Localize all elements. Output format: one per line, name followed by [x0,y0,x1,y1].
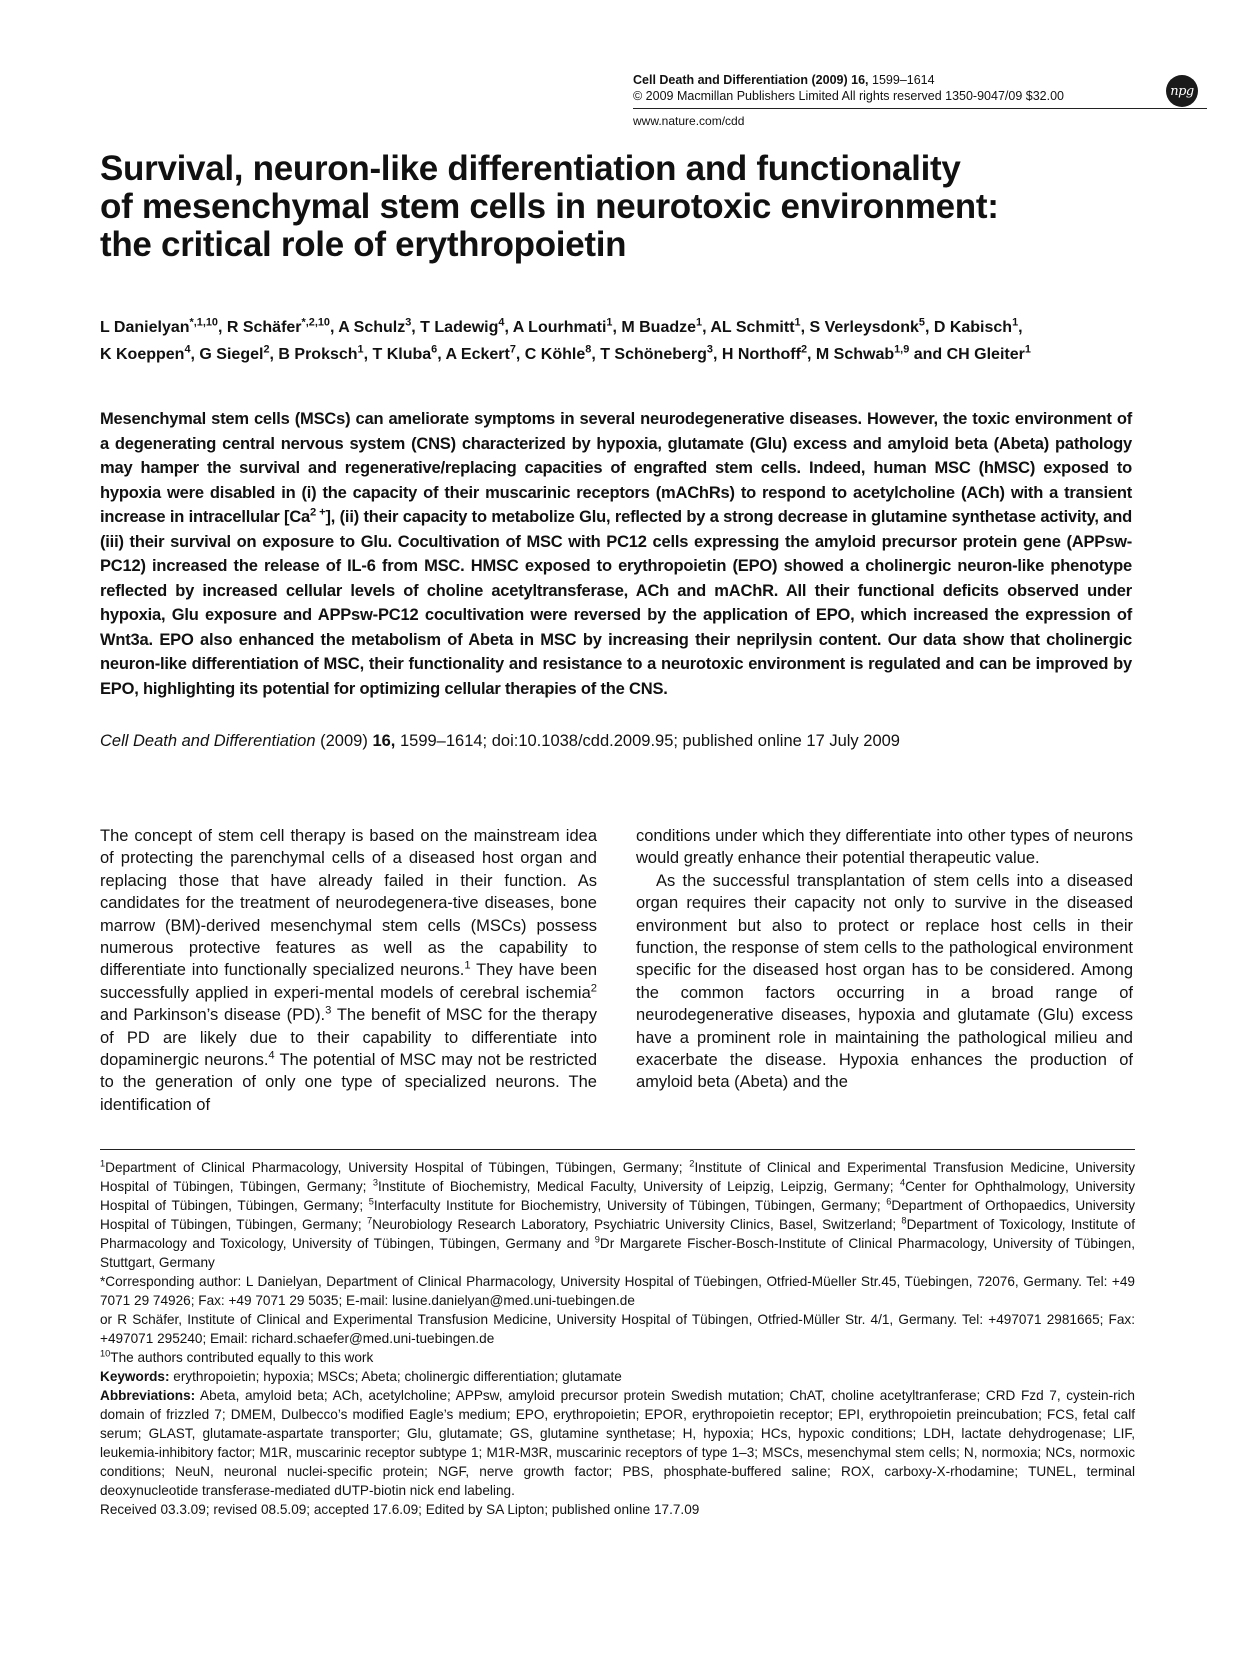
author-name: A Eckert [445,346,510,363]
keywords-text: erythropoietin; hypoxia; MSCs; Abeta; cholinergic differentiation; glutamate [169,1369,622,1384]
author-affiliation-sup: *,1,10 [189,316,218,329]
received-dates: Received 03.3.09; revised 08.5.09; accepted 17.6.09; Edited by SA Lipton; published online 17.7.09 [100,1502,700,1517]
citation-rest: 1599–1614; doi:10.1038/cdd.2009.95; published online 17 July 2009 [399,732,900,750]
author [512,316,613,336]
reference-3[interactable]: 3 [325,1004,332,1017]
affiliation-text: Interfaculty Institute for Biochemistry, University of Tübingen, Tübingen, Germany; [373,1198,887,1213]
author-affiliation-sup: 3 [405,316,412,329]
journal-citation-line [633,72,1207,88]
author [600,343,713,363]
author-affiliation-sup: 2 [800,343,807,356]
abstract [100,407,1132,701]
citation-year: (2009) [320,732,368,750]
affiliation-number: 9 [594,1234,600,1245]
affiliation-number: 8 [901,1215,907,1226]
author-name: H Northoff [721,346,801,363]
affiliation-text: Institute of Biochemistry, Medical Faculty, University of Leipzig, Leipzig, Germany; [378,1179,900,1194]
affiliation-text: Department of Clinical Pharmacology, University Hospital of Tübingen, Tübingen, Germany; [105,1160,690,1175]
abstract-part-1: Mesenchymal stem cells (MSCs) can ameliorate symptoms in several neurodegenerative diseases. However, the toxic environment of a degenerating central nervous system (CNS) characterized by hypoxia, glutamate (Glu) excess and amyloid beta (Abeta) pathology may hamper the survival and regenerative/replacing capacities of engrafted stem cells. Indeed, human MSC (hMSC) exposed to hypoxia were disabled in (i) the capacity of their muscarinic receptors (mAChRs) to respond to acetylcholine (ACh) with a transient increase in intracellular [Ca [100,410,1132,526]
author [445,343,516,363]
author-name: D Kabisch [933,319,1013,336]
title-line-1: Survival, neuron-like differentiation and functionality [100,149,961,188]
author-affiliation-sup: 1 [696,316,703,329]
journal-volume: 16, [851,73,869,87]
author-name: B Proksch [278,346,358,363]
body-text: The benefit of MSC for the therapy of PD are likely due to their capability to differentiate into dopaminergic neurons. [100,1006,598,1070]
author [524,343,592,363]
keywords [100,1367,1135,1386]
author-name: AL Schmitt [710,319,795,336]
npg-logo-icon: npg [1166,75,1198,107]
affiliation-number: 4 [899,1177,906,1188]
journal-name: Cell Death and Differentiation [633,73,809,87]
abbreviations-label: Abbreviations: [100,1388,196,1403]
equal-contribution-note [100,1348,1135,1367]
author-name: K Koeppen [100,346,185,363]
abstract-part-2: ], (ii) their capacity to metabolize Glu, reflected by a strong decrease in glutamine synthetase activity, and (iii) their survival on exposure to Glu. Cocultivation of MSC with PC12 cells expressing the amyloid precursor protein gene (APPsw-PC12) increased the release of IL-6 from MSC. HMSC exposed to erythropoietin (EPO) showed a cholinergic neuron-like phenotype reflected by increased cellular levels of choline acetyltransferase, ACh and mAChR. All their functional deficits observed under hypoxia, Glu exposure and APPsw-PC12 cocultivation were reversed by the application of EPO, which increased the expression of Wnt3a. EPO also enhanced the metabolism of Abeta in MSC by increasing their neprilysin content. Our data show that cholinergic neuron-like differentiation of MSC, their functionality and resistance to a neurotoxic environment is regulated and can be improved by EPO, highlighting its potential for optimizing cellular therapies of the CNS. [100,508,1132,698]
affiliation-text: Department of Toxicology, Institute of Pharmacology and Toxicology, University of Tübingen, Tübingen, Germany and [100,1217,1135,1251]
author-affiliation-sup: 8 [585,343,592,356]
author-name: T Kluba [372,346,432,363]
author-affiliation-sup: 1 [1012,316,1019,329]
affiliation-number: 1 [100,1158,106,1169]
author [721,343,807,363]
author-name: T Ladewig [420,319,499,336]
author [815,343,910,363]
author-name: A Schulz [338,319,406,336]
affiliation-number: 7 [366,1215,373,1226]
body-text: They have been successfully applied in experi-mental models of cerebral ischemia [100,961,597,1002]
article-citation [100,729,1140,753]
affiliation-number: 6 [886,1196,892,1207]
author-name: R Schäfer [226,319,302,336]
author-affiliation-sup: 3 [706,343,713,356]
author-affiliation-sup: 1 [794,316,801,329]
author-list: L Danielyan$^{*,1,10}$, R Schäfer$^{*,2,10}$, A Schulz$^3$, T Ladewig$^4$, A Lourhmati$^1$, M Buadze$^1$, AL Schmitt$^1$, S Verleysdonk$^5$, D Kabisch$^1$, K Koeppen$^4$, G Siegel$^2$, B Proksch$^1$, T Kluba$^6$, A Eckert$^7$, C Köhle$^8$, T Schöneberg$^3$, H Northoff$^2$, M Schwab$^{1,9}$ and CH Gleiter$^1$ [100,316,1031,363]
body-text: The concept of stem cell therapy is based on the mainstream idea of protecting the parenchymal cells of a diseased host organ and replacing those that have already failed in their function. As candidates for the treatment of neurodegenera-tive diseases, bone marrow (BM)-derived mesenchymal stem cells (MSCs) possess numerous protective features as well as the capability to differentiate into functionally specialized neurons. [100,827,597,980]
author [338,316,412,336]
body-paragraph: As the successful transplantation of stem cells into a diseased organ requires their capacity not only to survive in the diseased environment but also to protect or replace host cells in their function, the response of stem cells to the pathological environment specific for the diseased host organ has to be considered. Among the common factors occurring in a broad range of neurodegenerative diseases, hypoxia and glutamate (Glu) excess have a prominent role in maintaining the pathological milieu and exacerbate the disease. Hypoxia enhances the production of amyloid beta (Abeta) and the [636,871,1133,1092]
author [226,316,330,336]
author [946,343,1031,363]
article-title [100,150,1140,264]
author [809,316,925,336]
author-name: M Buadze [621,319,697,336]
author [372,343,438,363]
keywords-label: Keywords: [100,1369,170,1384]
note-text: The authors contributed equally to this work [110,1350,374,1365]
correspondence-1: *Corresponding author: L Danielyan, Department of Clinical Pharmacology, University Hospital of Tüebingen, Otfried-Müeller Str.45, Tüebingen, 72076, Germany. Tel: +49 7071 29 74926; Fax: +49 7071 29 5035; E-mail: lusine.danielyan@med.uni-tuebingen.de [100,1274,1135,1308]
body-column-right [636,825,1133,1094]
affiliation-text: Dr Margarete Fischer-Bosch-Institute of Clinical Pharmacology, University of Tübingen, Stuttgart, Germany [100,1236,1135,1270]
header-rule [633,108,1207,109]
affiliations [100,1158,1135,1272]
citation-volume: 16, [372,732,396,750]
author-affiliation-sup: 5 [918,316,925,329]
abstract-superscript: 2 + [310,506,326,519]
author-affiliation-sup: 7 [509,343,516,356]
reference-4[interactable]: 4 [268,1049,275,1062]
affiliation-text: Department of Orthopaedics, University Hospital of Tübingen, Tübingen, Germany; [100,1198,1135,1232]
affiliation-number: 2 [689,1158,695,1169]
author-affiliation-sup: 2 [263,343,270,356]
journal-header [633,72,1207,129]
author [199,343,270,363]
reference-1[interactable]: 1 [464,959,471,972]
author-affiliation-sup: 1 [1024,343,1031,356]
author [420,316,505,336]
affiliation-text: Institute of Clinical and Experimental Transfusion Medicine, University Hospital of Tübingen, Tübingen, Germany; [100,1160,1135,1194]
author-name: A Lourhmati [512,319,607,336]
author-name: L Danielyan [100,319,190,336]
author-affiliation-sup: 1 [606,316,613,329]
correspondence-2: or R Schäfer, Institute of Clinical and Experimental Transfusion Medicine, University Hospital of Tübingen, Otfried-Müller Str. 4/1, Germany. Tel: +497071 2981665; Fax: +497071 295240; Email: richard.schaefer@med.uni-tuebingen.de [100,1312,1135,1346]
author [278,343,364,363]
affiliation-text: Center for Ophthalmology, University Hospital of Tübingen, Tübingen, Germany; [100,1179,1135,1213]
citation-journal: Cell Death and Differentiation [100,732,316,750]
footnotes [100,1158,1135,1519]
body-text: The potential of MSC may not be restricted to the generation of only one type of specialized neurons. The identification of [100,1051,597,1114]
author-name: CH Gleiter [946,346,1025,363]
author-name: G Siegel [199,346,264,363]
title-line-3: the critical role of erythropoietin [100,225,627,264]
body-text: and Parkinson’s disease (PD). [100,1006,326,1025]
title-line-2: of mesenchymal stem cells in neurotoxic environment: [100,187,999,226]
reference-2[interactable]: 2 [590,982,597,995]
author [933,316,1019,336]
body-paragraph [100,825,597,1116]
journal-pages: 1599–1614 [872,73,935,87]
affiliation-text: Neurobiology Research Laboratory, Psychiatric University Clinics, Basel, Switzerland; [372,1217,902,1232]
author-name: M Schwab [815,346,895,363]
author-affiliation-sup: 6 [431,343,438,356]
journal-url[interactable]: www.nature.com/cdd [633,114,745,128]
abbreviations-text: Abeta, amyloid beta; ACh, acetylcholine; APPsw, amyloid precursor protein Swedish mutation; ChAT, choline acetyltranferase; CRD Fzd 7, cystein-rich domain of frizzled 7; DMEM, Dulbecco’s modified Eagle’s medium; EPO, erythropoietin; EPOR, erythropoietin receptor; EPI, erythropoietin preincubation; FCS, fetal calf serum; GLAST, glutamate-aspartate transporter; Glu, glutamate; GS, glutamine synthetase; H, hypoxia; HCs, hypoxic conditions; LDH, lactate dehydrogenase; LIF, leukemia-inhibitory factor; M1R, muscarinic receptor subtype 1; M1R-M3R, muscarinic receptors of type 1–3; MSCs, mesenchymal stem cells; N, normoxia; NCs, normoxic conditions; NeuN, neuronal nuclei-specific protein; NGF, nerve growth factor; PBS, phosphate-buffered saline; ROX, carboxy-X-rhodamine; TUNEL, terminal deoxynucleotide transferase-mediated dUTP-biotin nick end labeling. [100,1388,1135,1498]
author-name: C Köhle [524,346,586,363]
body-paragraph: conditions under which they differentiate into other types of neurons would greatly enhance their potential therapeutic value. [636,827,1133,868]
note-superscript: 10 [100,1348,111,1359]
affiliation-number: 5 [368,1196,374,1207]
author-affiliation-sup: 1,9 [894,343,910,356]
author-name: S Verleysdonk [809,319,919,336]
author-affiliation-sup: 4 [498,316,505,329]
affiliation-number: 3 [372,1177,378,1188]
abbreviations [100,1386,1135,1500]
author-name: T Schöneberg [600,346,707,363]
author [710,316,801,336]
author-and: and [913,346,943,363]
copyright-line: © 2009 Macmillan Publishers Limited All rights reserved 1350-9047/09 $32.00 [633,89,1064,103]
author-affiliation-sup: 1 [357,343,364,356]
author-affiliation-sup: *,2,10 [301,316,330,329]
journal-year: (2009) [811,73,848,87]
author-affiliation-sup: 4 [184,343,191,356]
footnote-rule [100,1149,1135,1150]
author [621,316,703,336]
author [100,316,218,336]
author [100,343,191,363]
body-column-left [100,825,597,1116]
